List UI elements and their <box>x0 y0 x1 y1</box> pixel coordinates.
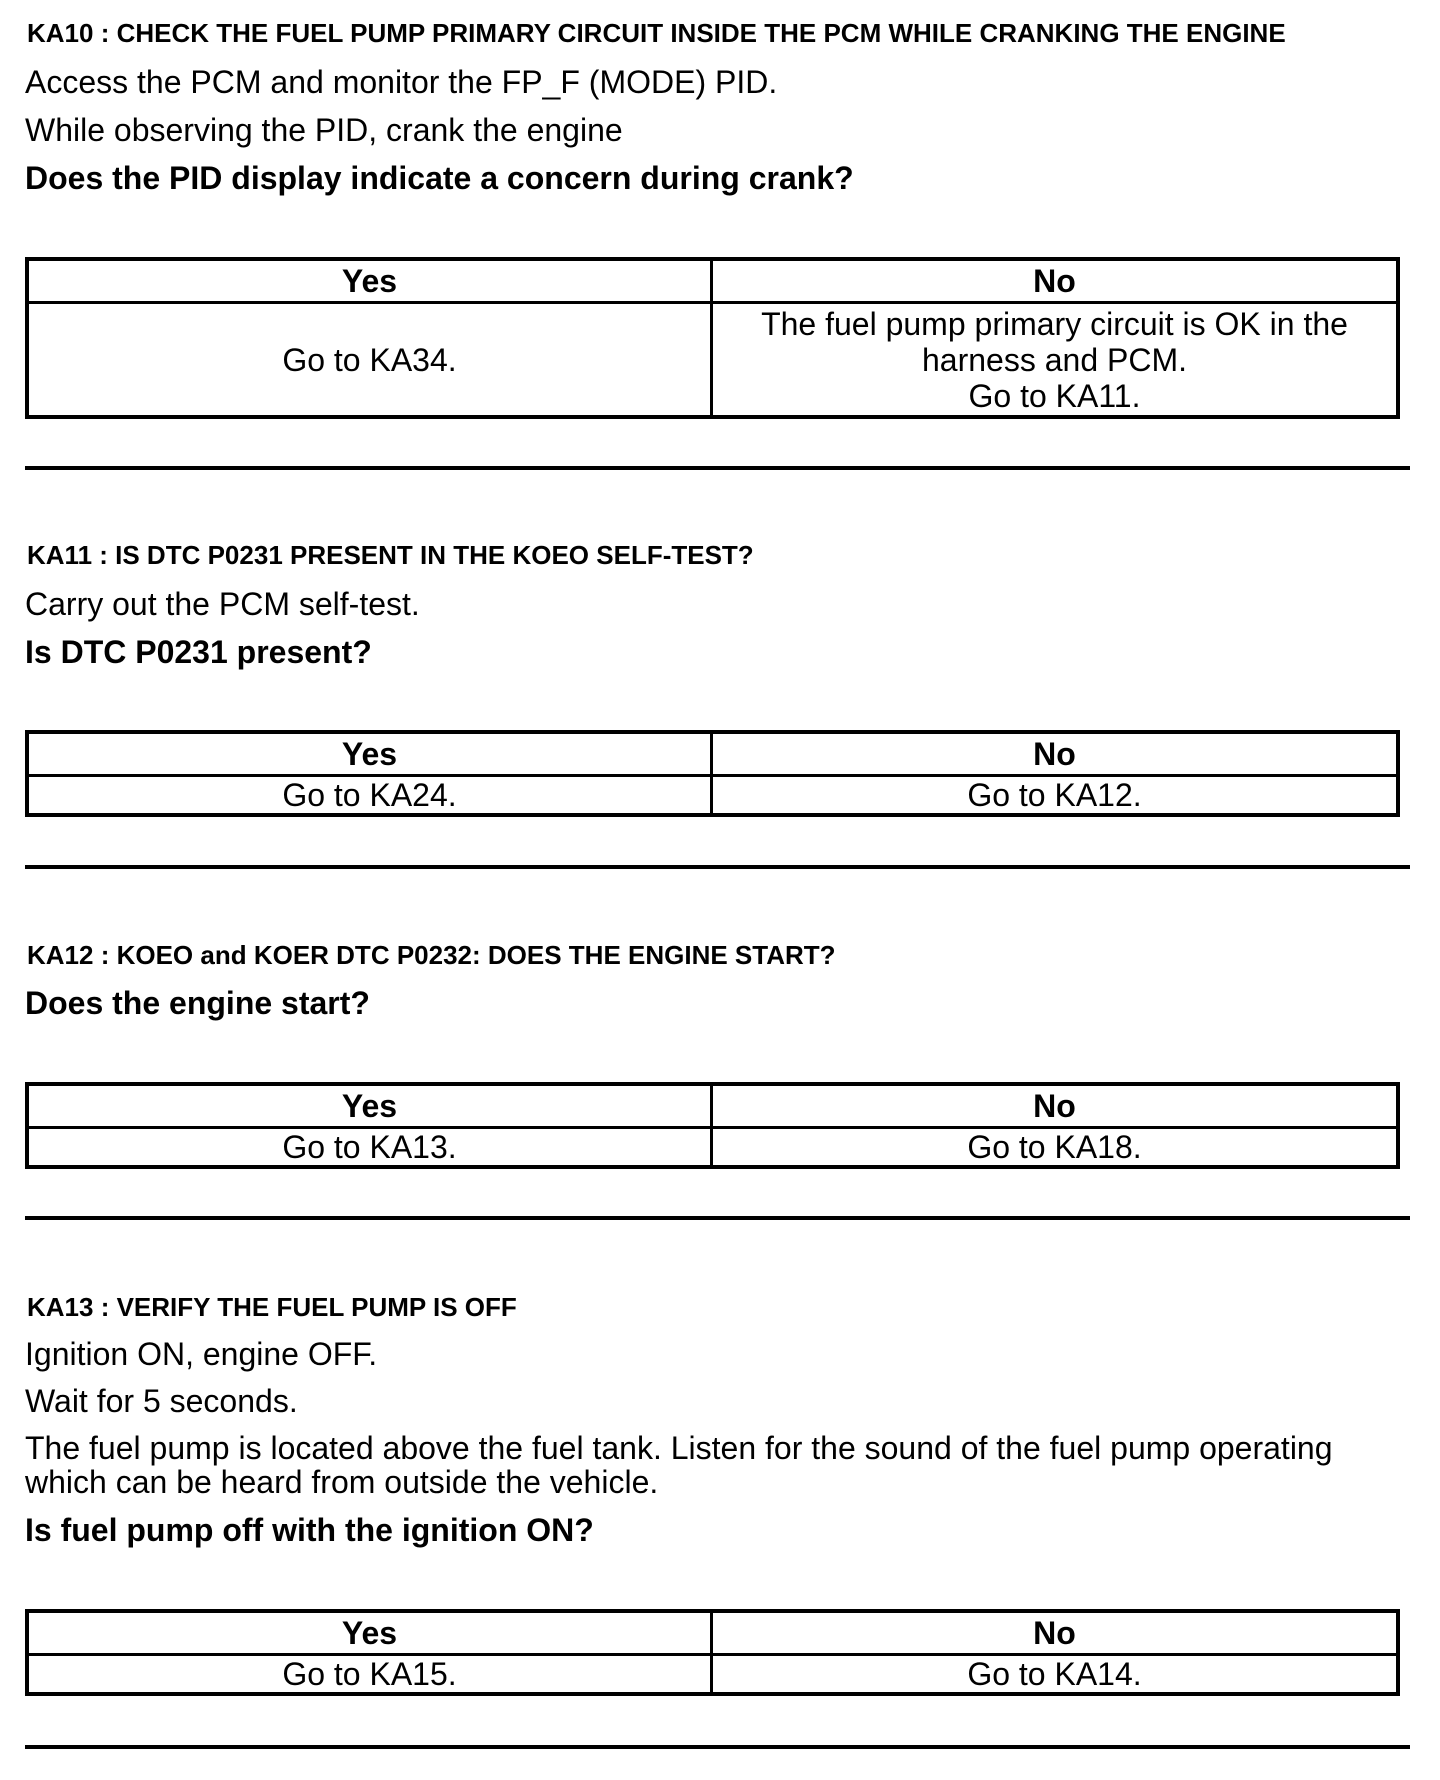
yes-cell <box>29 1656 713 1692</box>
yes-header: Yes <box>29 1086 713 1126</box>
answer-table-header <box>29 734 1396 777</box>
no-header: No <box>1033 1615 1076 1651</box>
step-ka11 <box>25 540 1415 880</box>
yes-header: Yes <box>29 1613 713 1653</box>
answer-table <box>25 1609 1400 1696</box>
step-ka13 <box>25 1292 1415 1762</box>
step-question: Does the engine start? <box>25 985 370 1021</box>
yes-cell <box>29 777 713 813</box>
no-header: No <box>1033 736 1076 772</box>
answer-table-header <box>29 1086 1396 1129</box>
no-header: No <box>1033 263 1076 299</box>
step-question: Does the PID display indicate a concern during crank? <box>25 160 854 196</box>
answer-table-row <box>29 304 1396 415</box>
step-question: Is fuel pump off with the ignition ON? <box>25 1512 594 1548</box>
yes-cell-text: Go to KA24. <box>282 777 457 813</box>
yes-cell-text: Go to KA15. <box>282 1656 457 1692</box>
section-divider <box>25 1745 1410 1749</box>
answer-table-row <box>29 1129 1396 1165</box>
instruction-text: Access the PCM and monitor the FP_F (MODE) PID. <box>25 64 778 100</box>
step-ka12 <box>25 940 1415 1240</box>
instruction-text: which can be heard from outside the vehicle. <box>25 1464 659 1500</box>
answer-table <box>25 257 1400 419</box>
yes-cell-text: Go to KA13. <box>282 1129 457 1165</box>
step-heading: KA11 : IS DTC P0231 PRESENT IN THE KOEO SELF-TEST? <box>27 540 754 570</box>
yes-cell <box>29 304 713 415</box>
step-heading: KA10 : CHECK THE FUEL PUMP PRIMARY CIRCUIT INSIDE THE PCM WHILE CRANKING THE ENGINE <box>27 18 1286 48</box>
no-cell-text: Go to KA14. <box>967 1656 1142 1692</box>
step-heading: KA13 : VERIFY THE FUEL PUMP IS OFF <box>27 1292 517 1322</box>
no-cell <box>713 1129 1396 1165</box>
section-divider <box>25 865 1410 869</box>
section-divider <box>25 1216 1410 1220</box>
instruction-text: Ignition ON, engine OFF. <box>25 1336 378 1372</box>
no-cell-text: harness and PCM. <box>921 341 1187 378</box>
no-cell-text: Go to KA12. <box>967 777 1142 813</box>
yes-cell-text: Go to KA34. <box>282 341 457 378</box>
answer-table-header <box>29 261 1396 304</box>
no-header: No <box>1033 1088 1076 1124</box>
no-cell <box>713 777 1396 813</box>
no-cell-text: Go to KA18. <box>967 1129 1142 1165</box>
section-divider <box>25 466 1410 470</box>
yes-cell <box>29 1129 713 1165</box>
answer-table-row <box>29 1656 1396 1692</box>
answer-table <box>25 1082 1400 1169</box>
no-cell <box>713 304 1396 415</box>
instruction-text: The fuel pump is located above the fuel tank. Listen for the sound of the fuel pump operating <box>25 1430 1333 1466</box>
instruction-text: While observing the PID, crank the engine <box>25 112 623 148</box>
answer-table <box>25 730 1400 817</box>
answer-table-header <box>29 1613 1396 1656</box>
yes-header: Yes <box>29 261 713 301</box>
instruction-text: Wait for 5 seconds. <box>25 1383 298 1419</box>
no-cell-text: Go to KA11. <box>968 377 1141 414</box>
no-cell-text: The fuel pump primary circuit is OK in the <box>761 305 1348 342</box>
answer-table-row <box>29 777 1396 813</box>
step-question: Is DTC P0231 present? <box>25 634 372 670</box>
step-ka10 <box>25 0 1415 480</box>
instruction-text: Carry out the PCM self-test. <box>25 586 420 622</box>
yes-header: Yes <box>29 734 713 774</box>
step-heading: KA12 : KOEO and KOER DTC P0232: DOES THE ENGINE START? <box>27 940 836 970</box>
no-cell <box>713 1656 1396 1692</box>
